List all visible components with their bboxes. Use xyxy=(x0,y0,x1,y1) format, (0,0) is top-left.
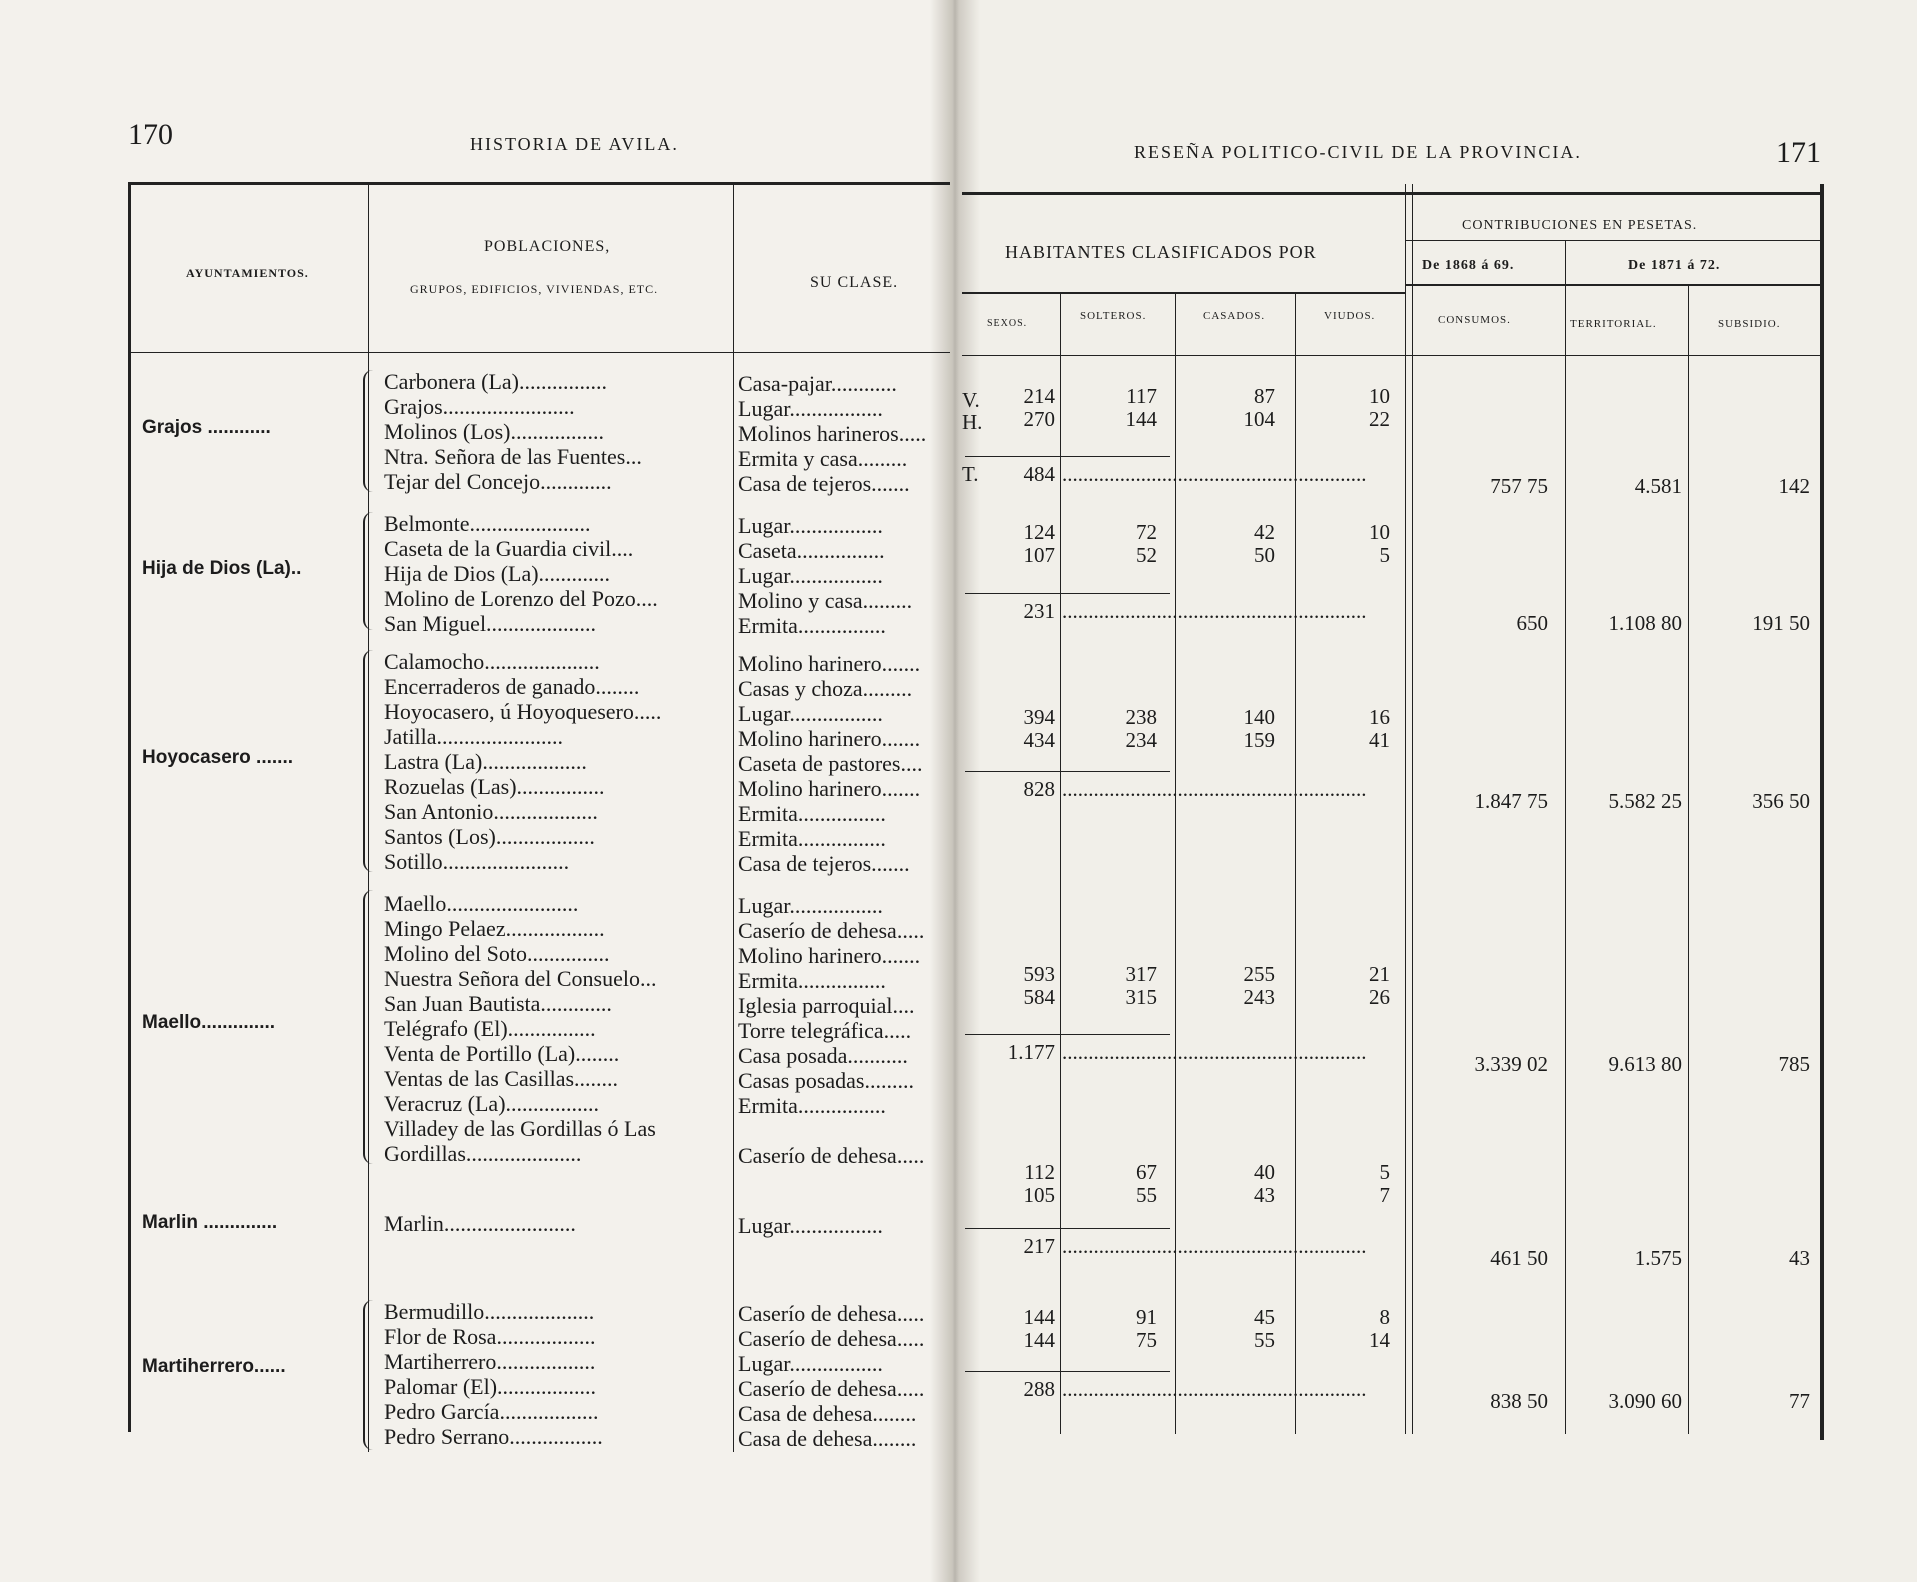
hembras-cell: 270 xyxy=(1023,407,1055,431)
clase-cell: Caserío de dehesa..... xyxy=(738,1143,925,1168)
poblacion-cell: Hija de Dios (La)............. xyxy=(384,561,611,586)
header-consumos: CONSUMOS. xyxy=(1438,314,1511,326)
total-leader-dots: .......................................................... xyxy=(1062,1234,1367,1258)
varones-cell: 214 xyxy=(1023,384,1055,408)
total-cell: 484 xyxy=(1023,462,1055,486)
book-gutter xyxy=(930,0,983,1582)
poblacion-cell: Molinos (Los)................. xyxy=(384,419,604,444)
total-leader-dots: .......................................................... xyxy=(1062,599,1367,623)
total-leader-dots: .......................................................... xyxy=(1062,1377,1367,1401)
hembras-cell: 104 xyxy=(1243,407,1275,431)
territorial-cell: 9.613 80 xyxy=(1608,1052,1682,1076)
varones-cell: 5 xyxy=(1379,1160,1390,1184)
header-territorial: TERRITORIAL. xyxy=(1570,318,1657,330)
poblacion-cell: Santos (Los).................. xyxy=(384,824,595,849)
poblacion-cell: Nuestra Señora del Consuelo... xyxy=(384,966,657,991)
left-table-top-rule xyxy=(128,182,950,185)
hembras-cell: 234 xyxy=(1125,728,1157,752)
poblacion-cell: Marlin........................ xyxy=(384,1211,576,1236)
clase-cell: Caseta................ xyxy=(738,538,885,563)
clase-cell: Ermita................ xyxy=(738,826,886,851)
clase-cell: Torre telegráfica..... xyxy=(738,1018,912,1043)
poblacion-cell: Martiherrero.................. xyxy=(384,1349,596,1374)
poblacion-cell: Lastra (La)................... xyxy=(384,749,587,774)
total-cell: 288 xyxy=(1023,1377,1055,1401)
varones-cell: 10 xyxy=(1369,520,1390,544)
brace-martiherrero xyxy=(363,1300,373,1450)
left-running-head: HISTORIA DE AVILA. xyxy=(470,134,679,154)
poblacion-cell: Pedro García.................. xyxy=(384,1399,599,1424)
total-cell: 1.177 xyxy=(1007,1040,1055,1064)
varones-cell: 140 xyxy=(1243,705,1275,729)
hembras-cell: 315 xyxy=(1125,985,1157,1009)
sex-label-v: V. xyxy=(962,388,980,412)
hembras-cell: 434 xyxy=(1023,728,1055,752)
poblacion-cell: Bermudillo.................... xyxy=(384,1299,595,1324)
varones-cell: 67 xyxy=(1136,1160,1157,1184)
right-page-number: 171 xyxy=(1776,136,1821,169)
clase-cell: Casas posadas......... xyxy=(738,1068,914,1093)
subsidio-cell: 77 xyxy=(1789,1389,1810,1413)
hembras-cell: 43 xyxy=(1254,1183,1275,1207)
poblacion-cell: Tejar del Concejo............. xyxy=(384,469,612,494)
clase-cell: Caserío de dehesa..... xyxy=(738,1301,925,1326)
total-leader-dots: .......................................................... xyxy=(1062,462,1367,486)
poblacion-cell: Villadey de las Gordillas ó Las xyxy=(384,1116,656,1141)
clase-cell: Caserío de dehesa..... xyxy=(738,1326,925,1351)
subtotal-rule xyxy=(965,771,1170,772)
clase-cell: Caseta de pastores.... xyxy=(738,751,923,776)
habitantes-header-rule xyxy=(962,292,1405,294)
clase-cell: Molino harinero....... xyxy=(738,651,921,676)
clase-cell: Iglesia parroquial.... xyxy=(738,993,915,1018)
varones-cell: 124 xyxy=(1023,520,1055,544)
left-table-left-border xyxy=(128,182,131,1432)
header-viudos: VIUDOS. xyxy=(1324,310,1376,322)
ayuntamiento-grajos: Grajos ............ xyxy=(142,417,271,438)
total-leader-dots: .......................................................... xyxy=(1062,1040,1367,1064)
poblacion-cell: Encerraderos de ganado........ xyxy=(384,674,640,699)
hembras-cell: 159 xyxy=(1243,728,1275,752)
header-contribuciones: CONTRIBUCIONES EN PESETAS. xyxy=(1462,218,1698,233)
contrib-header-rule xyxy=(1405,240,1822,241)
header-casados: CASADOS. xyxy=(1203,310,1266,322)
consumos-cell: 1.847 75 xyxy=(1474,789,1548,813)
poblacion-cell: Sotillo....................... xyxy=(384,849,570,874)
clase-cell: Molino y casa......... xyxy=(738,588,913,613)
varones-cell: 45 xyxy=(1254,1305,1275,1329)
clase-cell: Ermita................ xyxy=(738,968,886,993)
clase-cell: Lugar................. xyxy=(738,396,883,421)
subtotal-rule xyxy=(965,1034,1170,1035)
brace-hoyocasero xyxy=(363,650,373,872)
varones-cell: 72 xyxy=(1136,520,1157,544)
clase-cell: Casa de dehesa........ xyxy=(738,1426,917,1451)
territorial-cell: 1.108 80 xyxy=(1608,611,1682,635)
consumos-cell: 3.339 02 xyxy=(1474,1052,1548,1076)
varones-cell: 317 xyxy=(1125,962,1157,986)
hembras-cell: 75 xyxy=(1136,1328,1157,1352)
poblacion-cell: Rozuelas (Las)................ xyxy=(384,774,605,799)
poblacion-cell: San Miguel.................... xyxy=(384,611,597,636)
consumos-cell: 461 50 xyxy=(1490,1246,1548,1270)
hembras-cell: 107 xyxy=(1023,543,1055,567)
ayuntamiento-marlin: Marlin .............. xyxy=(142,1212,278,1233)
consumos-cell: 838 50 xyxy=(1490,1389,1548,1413)
poblacion-cell: Carbonera (La)................ xyxy=(384,369,607,394)
varones-cell: 593 xyxy=(1023,962,1055,986)
header-poblaciones: POBLACIONES, xyxy=(484,238,611,255)
varones-cell: 91 xyxy=(1136,1305,1157,1329)
header-ayuntamientos: AYUNTAMIENTOS. xyxy=(186,266,309,280)
total-cell: 217 xyxy=(1023,1234,1055,1258)
right-header-rule xyxy=(962,355,1824,356)
clase-cell: Molino harinero....... xyxy=(738,726,921,751)
sex-label-h: H. xyxy=(962,410,983,434)
subtotal-rule xyxy=(965,456,1170,457)
hembras-cell: 14 xyxy=(1369,1328,1390,1352)
brace-grajos xyxy=(363,370,373,492)
right-running-head: RESEÑA POLITICO-CIVIL DE LA PROVINCIA. xyxy=(1134,142,1582,162)
clase-cell: Casa posada........... xyxy=(738,1043,908,1068)
varones-cell: 394 xyxy=(1023,705,1055,729)
varones-cell: 87 xyxy=(1254,384,1275,408)
ayuntamiento-maello: Maello.............. xyxy=(142,1012,276,1033)
hembras-cell: 55 xyxy=(1254,1328,1275,1352)
poblacion-cell: Flor de Rosa.................. xyxy=(384,1324,596,1349)
poblacion-cell: San Juan Bautista............. xyxy=(384,991,612,1016)
subsidio-cell: 43 xyxy=(1789,1246,1810,1270)
consumos-cell: 650 xyxy=(1516,611,1548,635)
header-poblaciones-sub: GRUPOS, EDIFICIOS, VIVIENDAS, ETC. xyxy=(410,282,659,296)
clase-cell: Molinos harineros..... xyxy=(738,421,927,446)
hembras-cell: 26 xyxy=(1369,985,1390,1009)
varones-cell: 8 xyxy=(1379,1305,1390,1329)
subtotal-rule xyxy=(965,1228,1170,1229)
clase-cell: Casa de tejeros....... xyxy=(738,471,910,496)
clase-cell: Casa de dehesa........ xyxy=(738,1401,917,1426)
poblacion-cell: Palomar (El).................. xyxy=(384,1374,597,1399)
subsidio-cell: 785 xyxy=(1778,1052,1810,1076)
header-solteros: SOLTEROS. xyxy=(1080,310,1147,322)
poblacion-cell: Grajos........................ xyxy=(384,394,575,419)
varones-cell: 117 xyxy=(1126,384,1157,408)
subsidio-cell: 356 50 xyxy=(1752,789,1810,813)
total-leader-dots: .......................................................... xyxy=(1062,777,1367,801)
right-col-divider-consumos xyxy=(1565,240,1566,1434)
poblacion-cell: Venta de Portillo (La)........ xyxy=(384,1041,620,1066)
hembras-cell: 243 xyxy=(1243,985,1275,1009)
clase-cell: Caserío de dehesa..... xyxy=(738,1376,925,1401)
poblacion-cell: Pedro Serrano................. xyxy=(384,1424,603,1449)
header-habitantes: HABITANTES CLASIFICADOS POR xyxy=(1005,242,1317,262)
clase-cell: Lugar................. xyxy=(738,701,883,726)
varones-cell: 21 xyxy=(1369,962,1390,986)
clase-cell: Lugar................. xyxy=(738,563,883,588)
right-col-divider-habit xyxy=(1405,184,1406,1434)
poblacion-cell: Belmonte...................... xyxy=(384,511,591,536)
subtotal-rule xyxy=(965,593,1170,594)
varones-cell: 10 xyxy=(1369,384,1390,408)
poblacion-cell: Jatilla....................... xyxy=(384,724,564,749)
header-de-1868: De 1868 á 69. xyxy=(1422,258,1515,273)
varones-cell: 42 xyxy=(1254,520,1275,544)
hembras-cell: 144 xyxy=(1125,407,1157,431)
right-table-right-border xyxy=(1820,184,1824,1440)
poblacion-cell: Telégrafo (El)................ xyxy=(384,1016,596,1041)
brace-hija-de-dios xyxy=(363,512,373,630)
header-su-clase: SU CLASE. xyxy=(810,274,899,291)
hembras-cell: 55 xyxy=(1136,1183,1157,1207)
clase-cell: Ermita................ xyxy=(738,801,886,826)
poblacion-cell: Molino de Lorenzo del Pozo.... xyxy=(384,586,658,611)
poblacion-cell: Maello........................ xyxy=(384,891,579,916)
header-subsidio: SUBSIDIO. xyxy=(1718,318,1781,330)
varones-cell: 144 xyxy=(1023,1305,1055,1329)
hembras-cell: 52 xyxy=(1136,543,1157,567)
sex-label-t: T. xyxy=(962,462,979,486)
left-col-divider-2 xyxy=(733,184,734,1452)
poblacion-cell: Hoyocasero, ú Hoyoquesero..... xyxy=(384,699,662,724)
ayuntamiento-hoyocasero: Hoyocasero ....... xyxy=(142,747,294,768)
right-col-divider-habit-b xyxy=(1412,184,1413,1434)
total-cell: 231 xyxy=(1023,599,1055,623)
clase-cell: Lugar................. xyxy=(738,1351,883,1376)
poblacion-cell: Ventas de las Casillas........ xyxy=(384,1066,619,1091)
clase-cell: Casas y choza......... xyxy=(738,676,913,701)
hembras-cell: 7 xyxy=(1379,1183,1390,1207)
clase-cell: Lugar................. xyxy=(738,1213,883,1238)
poblacion-cell: Molino del Soto............... xyxy=(384,941,610,966)
territorial-cell: 3.090 60 xyxy=(1608,1389,1682,1413)
subsidio-cell: 142 xyxy=(1778,474,1810,498)
clase-cell: Molino harinero....... xyxy=(738,776,921,801)
clase-cell: Molino harinero....... xyxy=(738,943,921,968)
clase-cell: Ermita................ xyxy=(738,1093,886,1118)
clase-cell: Lugar................. xyxy=(738,513,883,538)
ayuntamiento-hija-de-dios: Hija de Dios (La).. xyxy=(142,558,302,579)
right-table-top-rule xyxy=(962,192,1824,195)
varones-cell: 238 xyxy=(1125,705,1157,729)
left-page-number: 170 xyxy=(128,118,173,151)
left-header-rule xyxy=(128,352,950,353)
contrib-year-rule xyxy=(1405,284,1822,286)
poblacion-cell: Ntra. Señora de las Fuentes... xyxy=(384,444,642,469)
clase-cell: Ermita y casa......... xyxy=(738,446,908,471)
hembras-cell: 105 xyxy=(1023,1183,1055,1207)
header-de-1871: De 1871 á 72. xyxy=(1628,258,1721,273)
hembras-cell: 584 xyxy=(1023,985,1055,1009)
poblacion-cell: Gordillas..................... xyxy=(384,1141,582,1166)
varones-cell: 112 xyxy=(1024,1160,1055,1184)
hembras-cell: 41 xyxy=(1369,728,1390,752)
subtotal-rule xyxy=(965,1371,1170,1372)
territorial-cell: 4.581 xyxy=(1634,474,1682,498)
varones-cell: 255 xyxy=(1243,962,1275,986)
clase-cell: Casa de tejeros....... xyxy=(738,851,910,876)
clase-cell: Ermita................ xyxy=(738,613,886,638)
consumos-cell: 757 75 xyxy=(1490,474,1548,498)
poblacion-cell: Mingo Pelaez.................. xyxy=(384,916,605,941)
poblacion-cell: Veracruz (La)................. xyxy=(384,1091,600,1116)
subsidio-cell: 191 50 xyxy=(1752,611,1810,635)
total-cell: 828 xyxy=(1023,777,1055,801)
hembras-cell: 50 xyxy=(1254,543,1275,567)
clase-cell: Casa-pajar............ xyxy=(738,371,897,396)
hembras-cell: 144 xyxy=(1023,1328,1055,1352)
varones-cell: 40 xyxy=(1254,1160,1275,1184)
poblacion-cell: Calamocho..................... xyxy=(384,649,600,674)
territorial-cell: 5.582 25 xyxy=(1608,789,1682,813)
clase-cell: Lugar................. xyxy=(738,893,883,918)
brace-maello xyxy=(363,890,373,1164)
hembras-cell: 5 xyxy=(1379,543,1390,567)
territorial-cell: 1.575 xyxy=(1634,1246,1682,1270)
poblacion-cell: Caseta de la Guardia civil.... xyxy=(384,536,634,561)
poblacion-cell: San Antonio................... xyxy=(384,799,598,824)
ayuntamiento-martiherrero: Martiherrero...... xyxy=(142,1356,286,1377)
varones-cell: 16 xyxy=(1369,705,1390,729)
clase-cell: Caserío de dehesa..... xyxy=(738,918,925,943)
hembras-cell: 22 xyxy=(1369,407,1390,431)
header-sexos: SEXOS. xyxy=(987,318,1028,329)
right-col-divider-sexos xyxy=(1060,292,1061,1434)
right-col-divider-territorial xyxy=(1688,285,1689,1434)
